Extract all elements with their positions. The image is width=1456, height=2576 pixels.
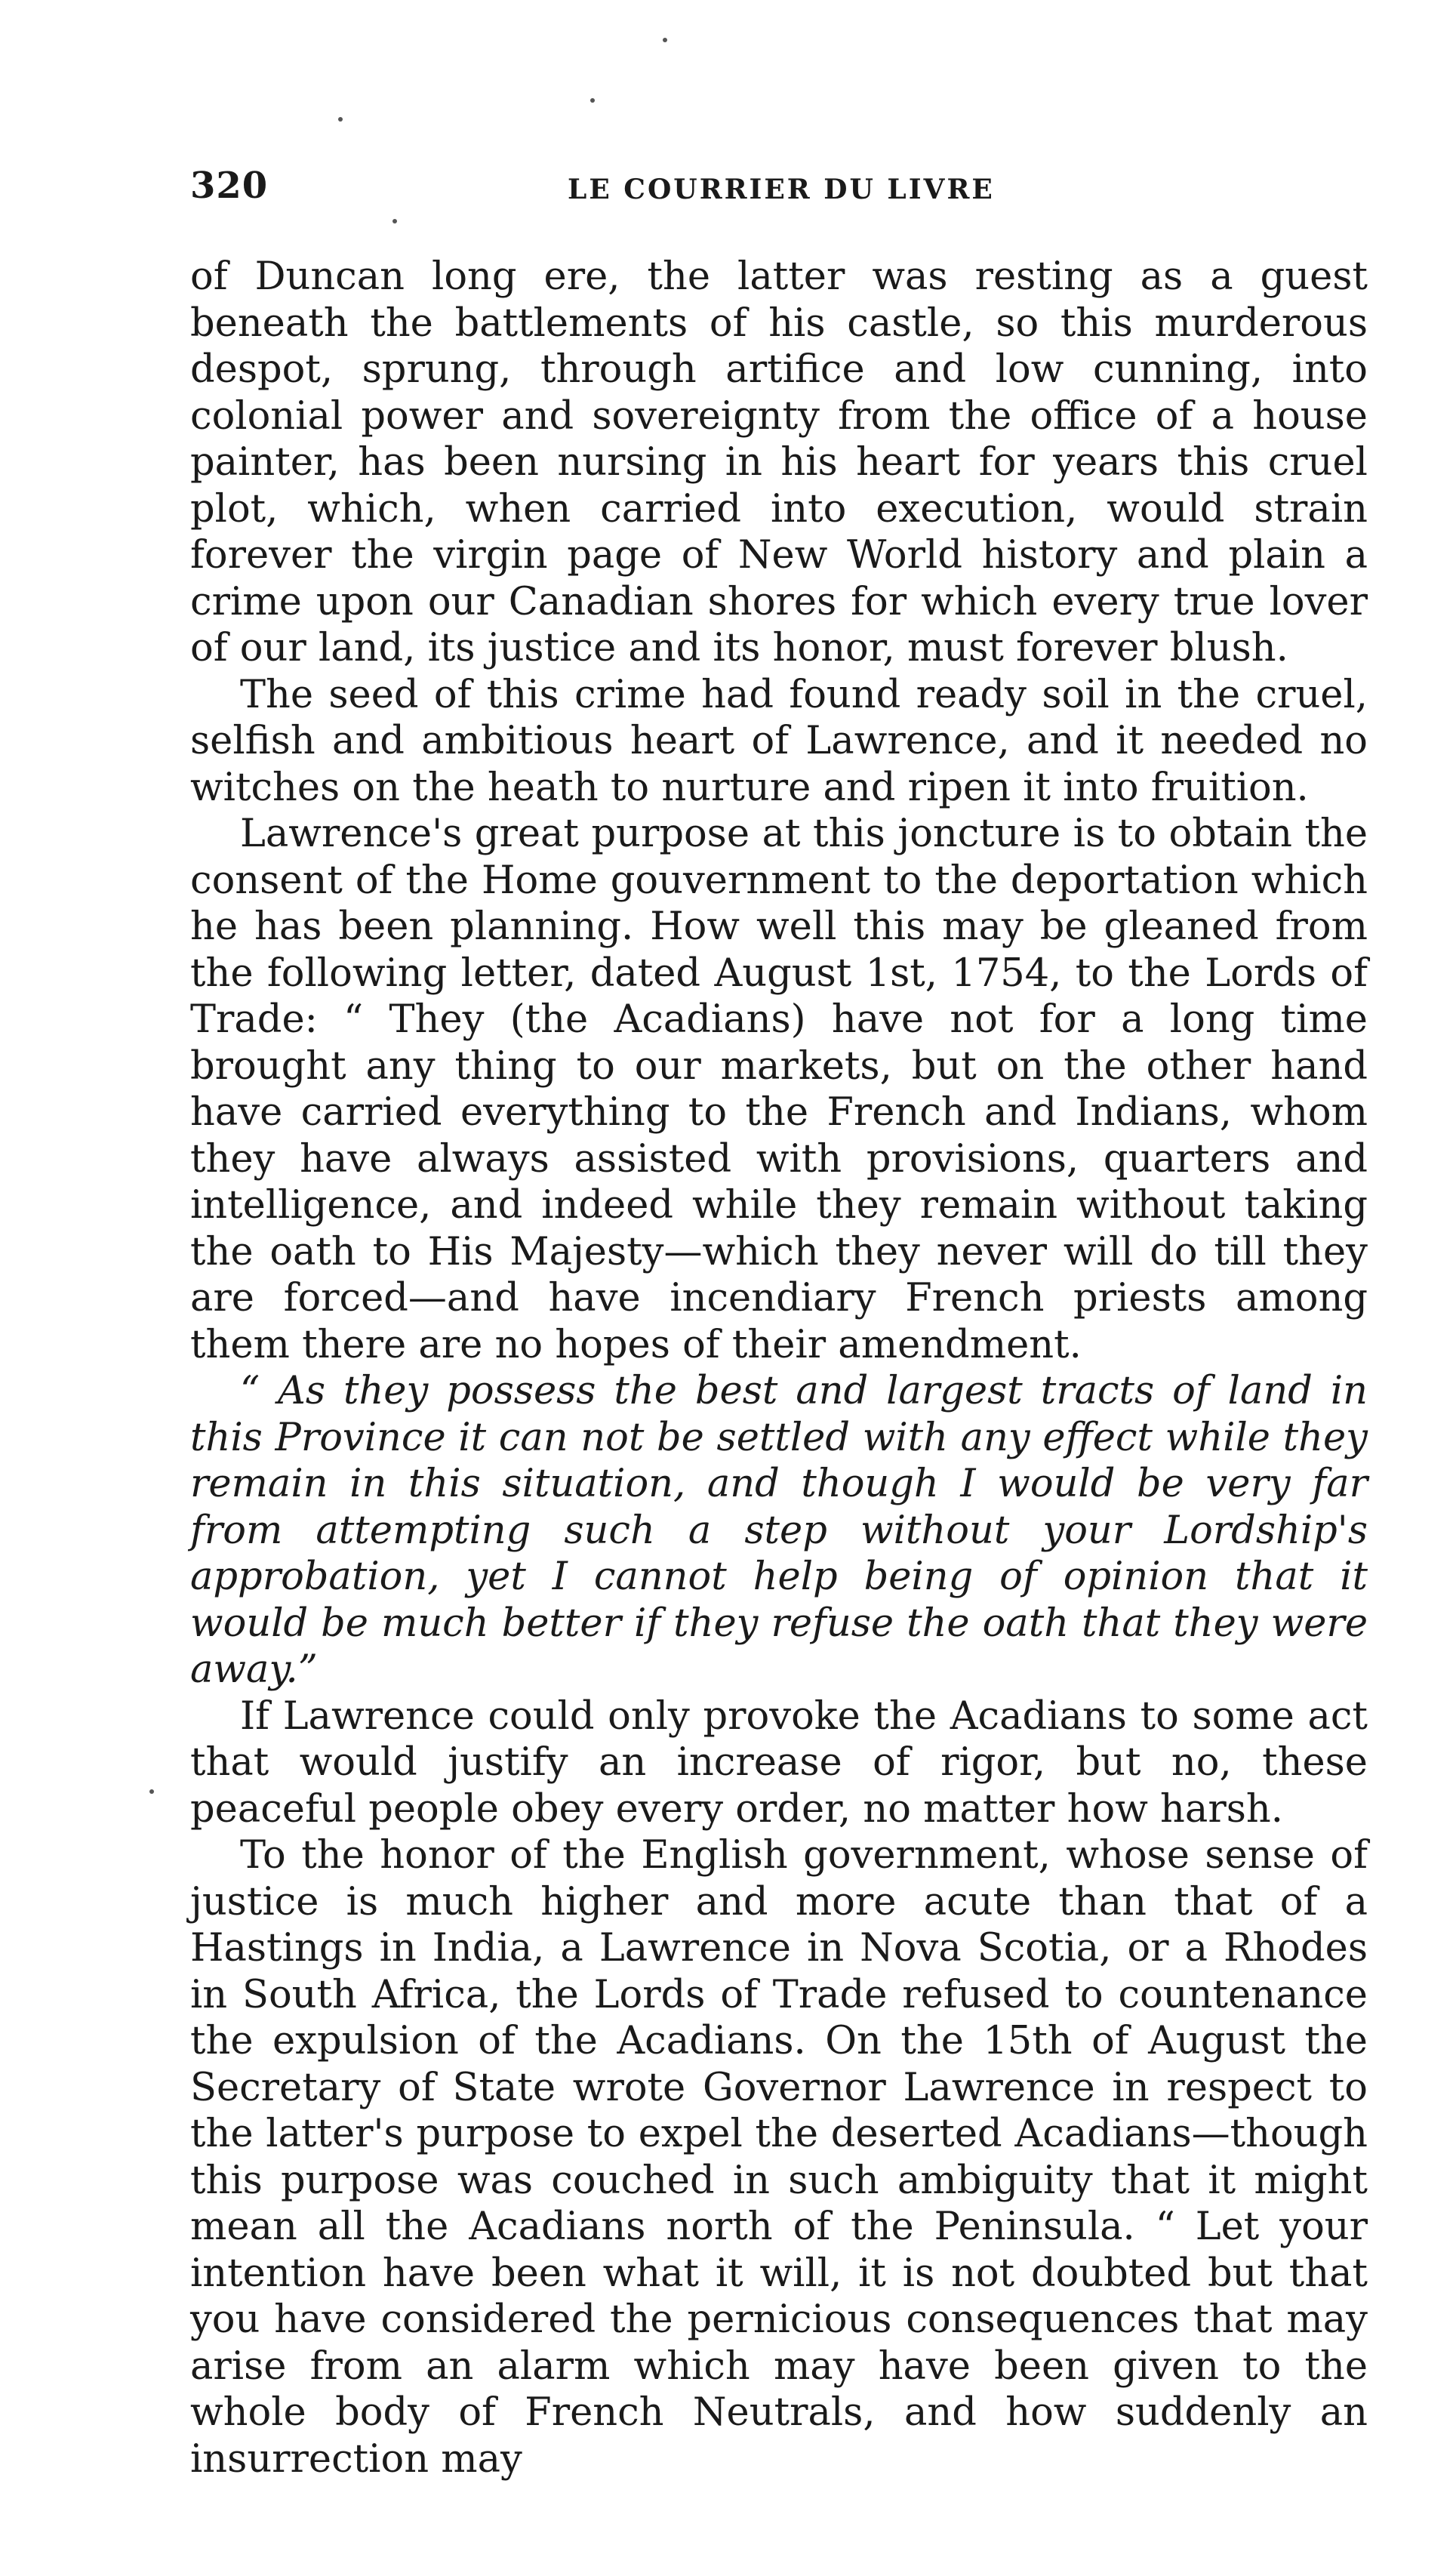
paragraph-continuation: of Duncan long ere, the latter was resting as a guest beneath the battlements of his castle, so this murderous despot, sprung, through artifice and low cunning, into colonial power and sovereignty from the office of a house painter, has been nursing in his heart for years this cruel plot, which, when carried into execution, would strain forever the virgin page of New World history and plain a crime upon our Canadian shores for which every true lover of our land, its justice and its honor, must forever blush. — [190, 254, 1368, 670]
running-head: LE COURRIER DU LIVRE — [568, 174, 995, 205]
paragraph-letter-quote: “ As they possess the best and largest tracts of land in this Province it can not be settled with any effect while they remain in this situation, and though I would be very far from attempting such a step without your Lordship's approbation, yet I cannot help being of opinion that it would be much better if they refuse the oath that they were away.” — [190, 1369, 1368, 1692]
scan-speck — [392, 219, 397, 223]
page-number: 320 — [190, 165, 269, 207]
paragraph-english-government: To the honor of the English government, whose sense of justice is much higher and more acute than that of a Hastings in India, a Lawrence in Nova Scotia, or a Rhodes in South Africa, the Lords of Trade refused to countenance the expulsion of the Acadians. On the 15th of August the Secretary of State wrote Governor Lawrence in respect to the latter's purpose to expel the deserted Acadians—though this purpose was couched in such ambiguity that it might mean all the Acadians north of the Peninsula. “ Let your intention have been what it will, it is not doubted but that you have considered the pernicious consequences that may arise from an alarm which may have been given to the whole body of French Neutrals, and how suddenly an insurrection may — [190, 1833, 1368, 2482]
body-text — [190, 254, 1368, 2482]
scan-speck — [590, 98, 595, 103]
scan-speck — [663, 38, 667, 42]
paragraph-seed-of-crime: The seed of this crime had found ready soil in the cruel, selfish and ambitious heart of Lawrence, and it needed no witches on the heath to nurture and ripen it into fruition. — [190, 672, 1368, 810]
scan-speck — [338, 117, 343, 122]
paragraph-provoke: If Lawrence could only provoke the Acadians to some act that would justify an increase of rigor, but no, these peaceful people obey every order, no matter how harsh. — [190, 1693, 1368, 1832]
scan-speck — [149, 1789, 154, 1794]
paragraph-lawrence-purpose: Lawrence's great purpose at this joncture is to obtain the consent of the Home gouvernment to the deportation which he has been planning. How well this may be gleaned from the following letter, dated August 1st, 1754, to the Lords of Trade: “ They (the Acadians) have not for a long time brought any thing to our markets, but on the other hand have carried everything to the French and Indians, whom they have always assisted with provisions, quarters and intelligence, and indeed while they remain without taking the oath to His Majesty—which they never will do till they are forced—and have incendiary French priests among them there are no hopes of their amendment. — [190, 812, 1368, 1367]
page-header — [190, 165, 1368, 210]
